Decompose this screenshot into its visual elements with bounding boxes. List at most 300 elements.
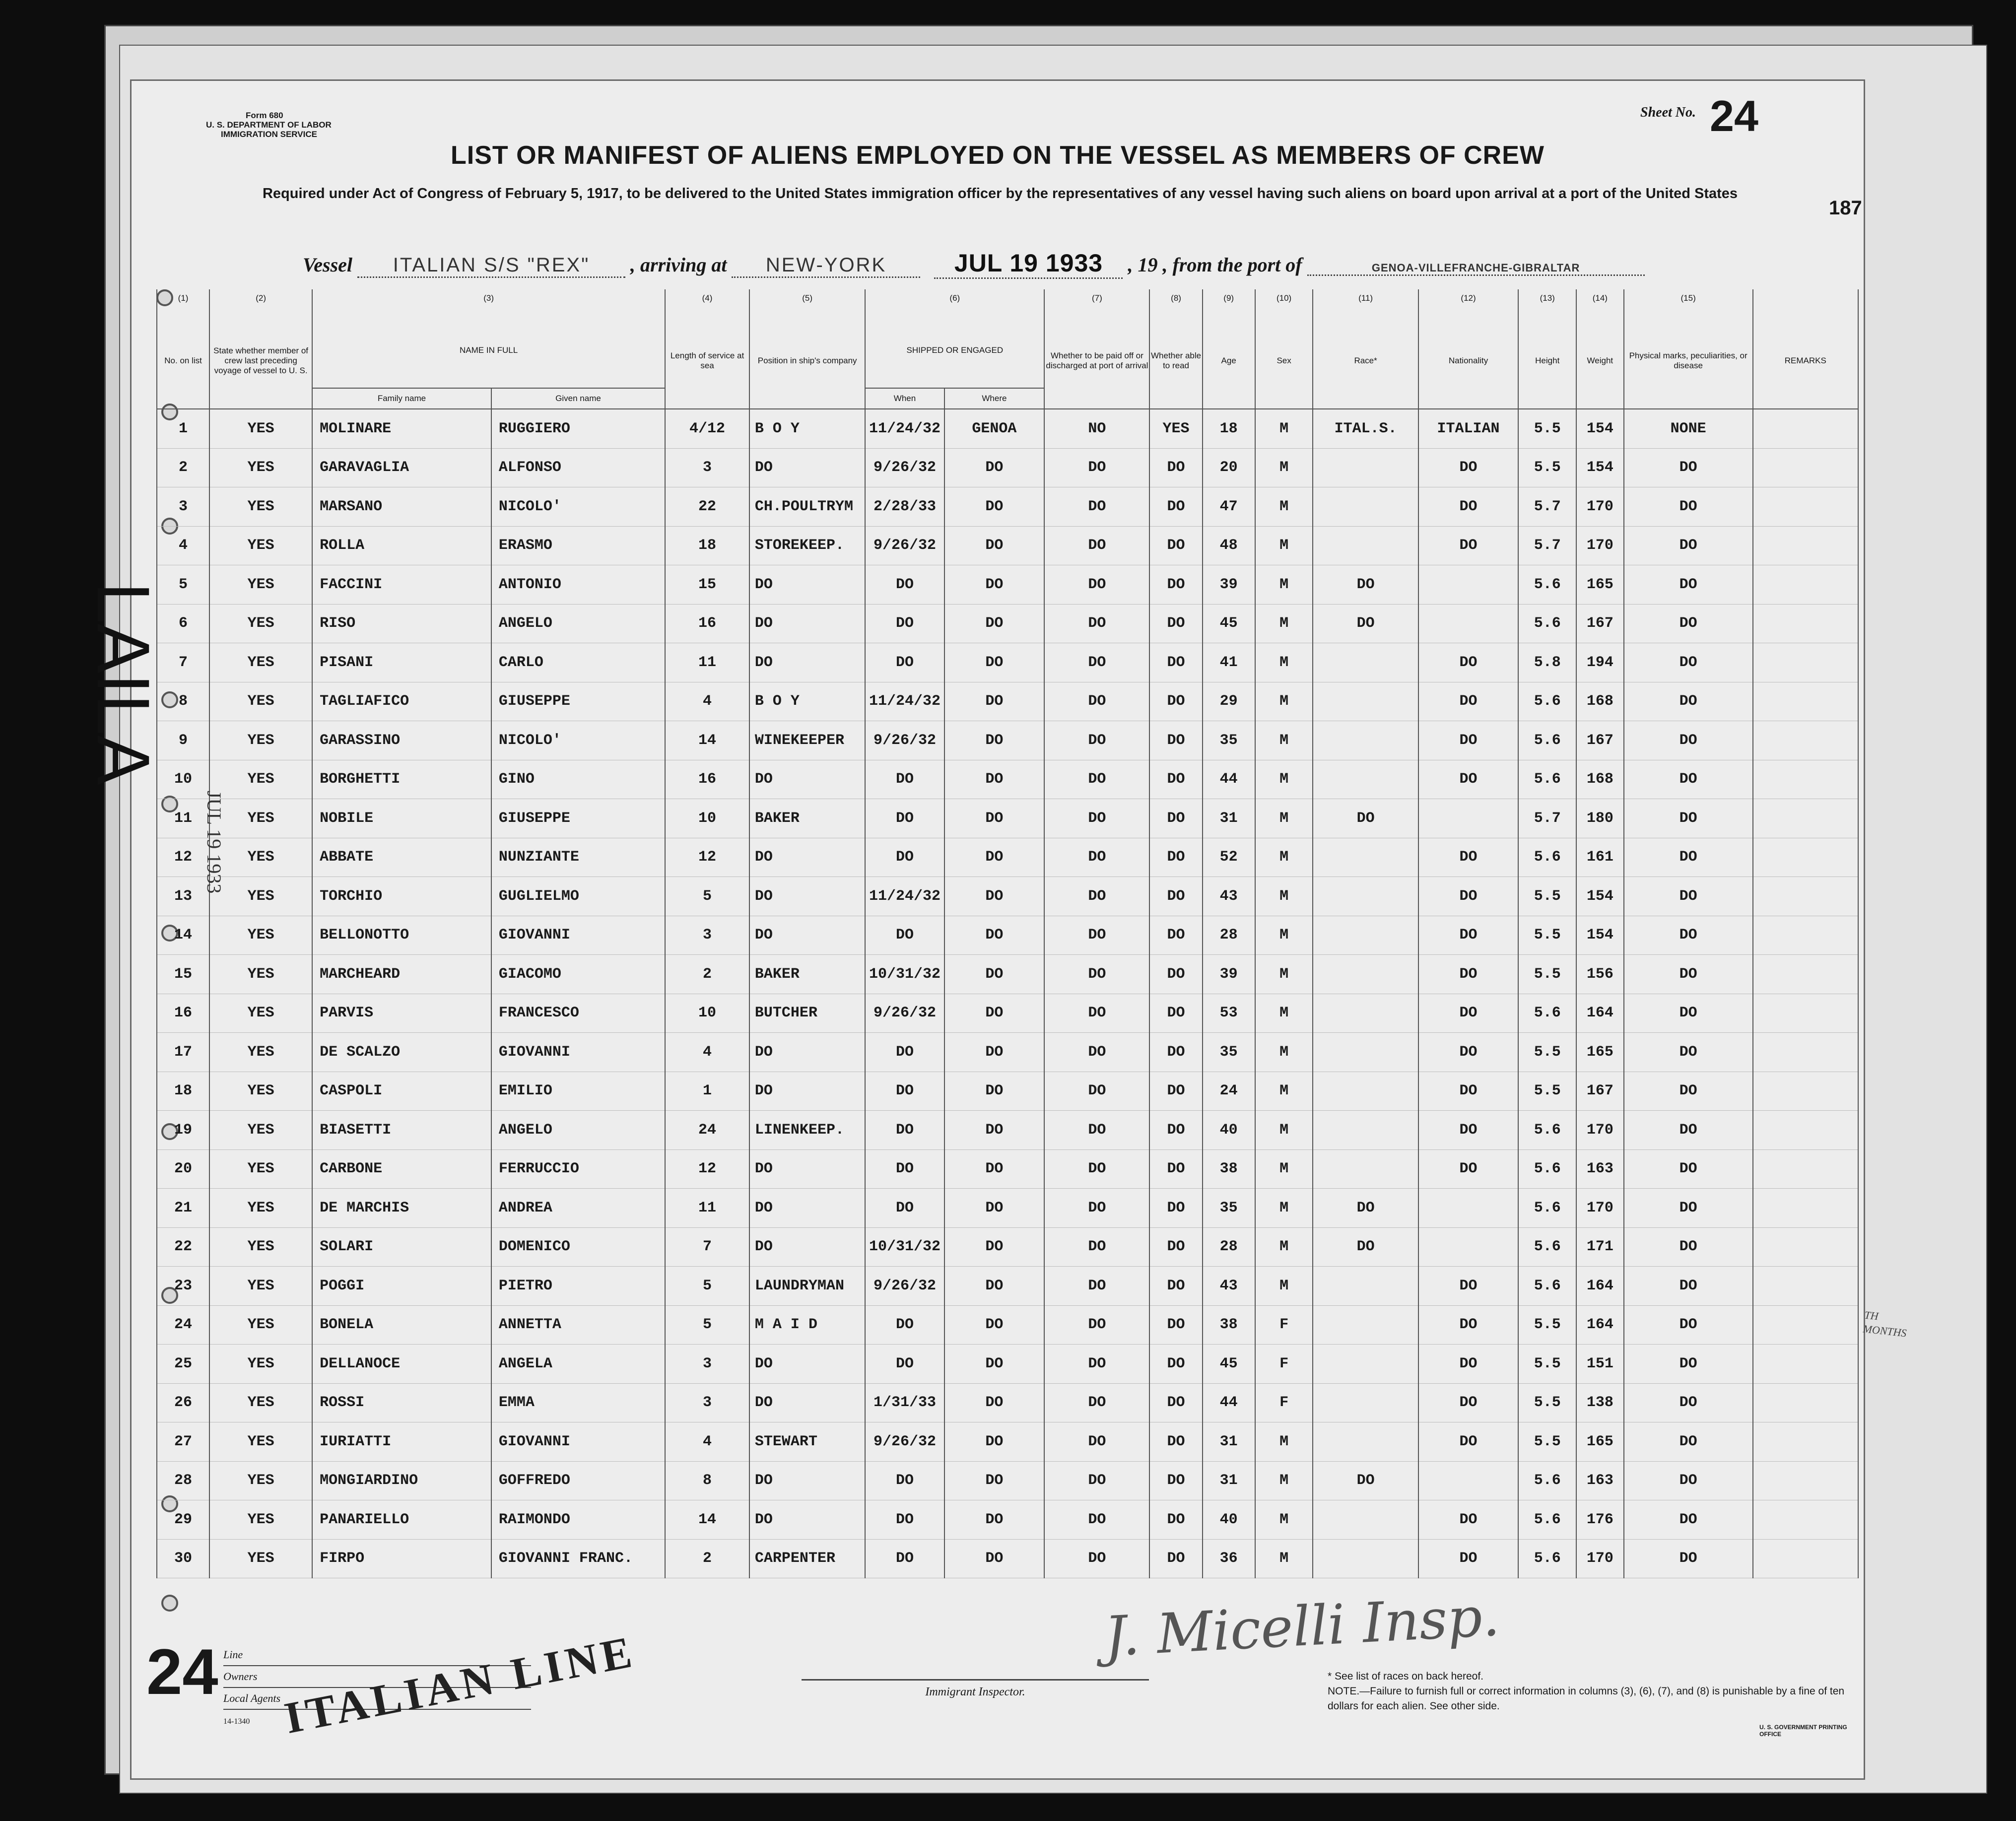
nationality-cell <box>1418 1227 1519 1267</box>
sex-cell: M <box>1255 604 1313 643</box>
shipped-where-cell: DO <box>944 1539 1045 1578</box>
state-whether-cell: YES <box>209 409 312 448</box>
paid-off-cell: DO <box>1044 604 1149 643</box>
shipped-where-cell: DO <box>944 1305 1045 1345</box>
race-cell <box>1313 1033 1418 1072</box>
col-num-12: (12) <box>1418 289 1519 313</box>
header-shipped-or-engaged: SHIPPED OR ENGAGED <box>865 313 1044 388</box>
physical-marks-cell: DO <box>1624 838 1753 877</box>
able-to-read-cell: DO <box>1149 1539 1202 1578</box>
race-cell <box>1313 721 1418 760</box>
sex-cell: M <box>1255 1149 1313 1189</box>
remarks-cell <box>1753 799 1858 838</box>
able-to-read-cell: DO <box>1149 1461 1202 1500</box>
nationality-cell: DO <box>1418 760 1519 799</box>
weight-cell: 168 <box>1576 760 1624 799</box>
able-to-read-cell: DO <box>1149 1033 1202 1072</box>
remarks-cell <box>1753 1227 1858 1267</box>
state-whether-cell: YES <box>209 1267 312 1306</box>
nationality-cell: DO <box>1418 526 1519 565</box>
position-cell: DO <box>749 565 865 605</box>
remarks-cell <box>1753 487 1858 527</box>
physical-marks-cell: DO <box>1624 1383 1753 1422</box>
race-cell <box>1313 1539 1418 1578</box>
state-whether-cell: YES <box>209 721 312 760</box>
age-cell: 41 <box>1203 643 1255 682</box>
nationality-cell: DO <box>1418 448 1519 487</box>
height-cell: 5.6 <box>1518 1227 1576 1267</box>
shipped-when-cell: DO <box>865 916 944 955</box>
position-cell: DO <box>749 1189 865 1228</box>
position-cell: BAKER <box>749 799 865 838</box>
paid-off-cell: DO <box>1044 994 1149 1033</box>
row-number-cell: 22 <box>157 1227 209 1267</box>
table-row <box>157 682 1858 721</box>
age-cell: 39 <box>1203 565 1255 605</box>
col-num-11: (11) <box>1313 289 1418 313</box>
race-cell <box>1313 1267 1418 1306</box>
form-service: IMMIGRATION SERVICE <box>221 130 317 139</box>
paid-off-cell: DO <box>1044 1267 1149 1306</box>
physical-marks-cell: DO <box>1624 643 1753 682</box>
shipped-where-cell: DO <box>944 1267 1045 1306</box>
sex-cell: M <box>1255 1422 1313 1462</box>
family-name-cell: BONELA <box>312 1305 491 1345</box>
sex-cell: F <box>1255 1383 1313 1422</box>
weight-cell: 154 <box>1576 409 1624 448</box>
paid-off-cell: DO <box>1044 1189 1149 1228</box>
weight-cell: 170 <box>1576 1189 1624 1228</box>
remarks-cell <box>1753 1422 1858 1462</box>
row-number-cell: 26 <box>157 1383 209 1422</box>
state-whether-cell: YES <box>209 916 312 955</box>
age-cell: 38 <box>1203 1149 1255 1189</box>
physical-marks-cell: DO <box>1624 760 1753 799</box>
row-number-cell: 25 <box>157 1345 209 1384</box>
physical-marks-cell: DO <box>1624 1422 1753 1462</box>
age-cell: 52 <box>1203 838 1255 877</box>
position-cell: DO <box>749 448 865 487</box>
able-to-read-cell: DO <box>1149 1422 1202 1462</box>
table-row <box>157 1500 1858 1540</box>
age-cell: 45 <box>1203 1345 1255 1384</box>
race-cell: DO <box>1313 565 1418 605</box>
shipped-when-cell: 9/26/32 <box>865 994 944 1033</box>
row-number-cell: 5 <box>157 565 209 605</box>
state-whether-cell: YES <box>209 1149 312 1189</box>
remarks-cell <box>1753 1267 1858 1306</box>
sex-cell: M <box>1255 1267 1313 1306</box>
shipped-where-cell: DO <box>944 565 1045 605</box>
race-cell <box>1313 643 1418 682</box>
height-cell: 5.7 <box>1518 487 1576 527</box>
length-of-service-cell: 5 <box>665 1305 749 1345</box>
nationality-cell: DO <box>1418 1111 1519 1150</box>
length-of-service-cell: 5 <box>665 877 749 916</box>
nationality-cell <box>1418 565 1519 605</box>
shipped-where-cell: DO <box>944 682 1045 721</box>
state-whether-cell: YES <box>209 799 312 838</box>
state-whether-cell: YES <box>209 1500 312 1540</box>
given-name-cell: ANGELA <box>491 1345 665 1384</box>
shipped-where-cell: DO <box>944 1033 1045 1072</box>
table-row <box>157 955 1858 994</box>
given-name-cell: FERRUCCIO <box>491 1149 665 1189</box>
age-cell: 38 <box>1203 1305 1255 1345</box>
shipped-when-cell: DO <box>865 1033 944 1072</box>
header-where: Where <box>944 388 1045 409</box>
age-cell: 40 <box>1203 1111 1255 1150</box>
table-row <box>157 526 1858 565</box>
shipped-where-cell: DO <box>944 1189 1045 1228</box>
sex-cell: M <box>1255 1072 1313 1111</box>
weight-cell: 164 <box>1576 994 1624 1033</box>
table-row <box>157 838 1858 877</box>
stamp-number: 187 <box>1829 197 1862 219</box>
column-header-row <box>157 313 1858 388</box>
sheet-number-label: Sheet No. <box>1640 105 1696 120</box>
shipped-where-cell: DO <box>944 526 1045 565</box>
race-cell: DO <box>1313 604 1418 643</box>
shipped-where-cell: DO <box>944 448 1045 487</box>
row-number-cell: 7 <box>157 643 209 682</box>
shipped-when-cell: DO <box>865 1345 944 1384</box>
height-cell: 5.5 <box>1518 1422 1576 1462</box>
nationality-cell <box>1418 1461 1519 1500</box>
shipped-when-cell: DO <box>865 838 944 877</box>
margin-date-stamp: JUL 19 1933 <box>203 791 225 894</box>
table-row <box>157 409 1858 448</box>
sex-cell: F <box>1255 1345 1313 1384</box>
family-name-cell: TORCHIO <box>312 877 491 916</box>
physical-marks-cell: DO <box>1624 487 1753 527</box>
height-cell: 5.6 <box>1518 1500 1576 1540</box>
shipped-when-cell: 9/26/32 <box>865 1267 944 1306</box>
row-number-cell: 9 <box>157 721 209 760</box>
length-of-service-cell: 3 <box>665 1345 749 1384</box>
family-name-cell: NOBILE <box>312 799 491 838</box>
height-cell: 5.6 <box>1518 1111 1576 1150</box>
age-cell: 28 <box>1203 1227 1255 1267</box>
family-name-cell: FIRPO <box>312 1539 491 1578</box>
immigrant-inspector-label: Immigrant Inspector. <box>802 1679 1149 1699</box>
paid-off-cell: DO <box>1044 1539 1149 1578</box>
position-cell: DO <box>749 1033 865 1072</box>
header-race: Race* <box>1313 313 1418 409</box>
sex-cell: M <box>1255 448 1313 487</box>
shipped-where-cell: DO <box>944 1500 1045 1540</box>
header-name-in-full: NAME IN FULL <box>312 313 665 388</box>
given-name-cell: GIOVANNI <box>491 916 665 955</box>
physical-marks-cell: DO <box>1624 682 1753 721</box>
nationality-cell: DO <box>1418 1383 1519 1422</box>
height-cell: 5.6 <box>1518 1461 1576 1500</box>
height-cell: 5.8 <box>1518 643 1576 682</box>
able-to-read-cell: DO <box>1149 721 1202 760</box>
footer-agents-label: Local Agents <box>223 1688 531 1710</box>
weight-cell: 161 <box>1576 838 1624 877</box>
form-identifier <box>206 111 332 139</box>
header-position: Position in ship's company <box>749 313 865 409</box>
family-name-cell: PARVIS <box>312 994 491 1033</box>
shipped-where-cell: DO <box>944 994 1045 1033</box>
family-name-cell: GARAVAGLIA <box>312 448 491 487</box>
weight-cell: 164 <box>1576 1305 1624 1345</box>
shipped-where-cell: GENOA <box>944 409 1045 448</box>
nationality-cell: DO <box>1418 1267 1519 1306</box>
nationality-cell: DO <box>1418 721 1519 760</box>
position-cell: LAUNDRYMAN <box>749 1267 865 1306</box>
weight-cell: 154 <box>1576 448 1624 487</box>
paid-off-cell: DO <box>1044 1422 1149 1462</box>
row-number-cell: 21 <box>157 1189 209 1228</box>
state-whether-cell: YES <box>209 1189 312 1228</box>
given-name-cell: GOFFREDO <box>491 1461 665 1500</box>
able-to-read-cell: DO <box>1149 838 1202 877</box>
state-whether-cell: YES <box>209 448 312 487</box>
row-number-cell: 15 <box>157 955 209 994</box>
weight-cell: 170 <box>1576 1539 1624 1578</box>
remarks-cell <box>1753 565 1858 605</box>
physical-marks-cell: DO <box>1624 1267 1753 1306</box>
paid-off-cell: DO <box>1044 1227 1149 1267</box>
footer-notes <box>1328 1669 1849 1714</box>
family-name-cell: MOLINARE <box>312 409 491 448</box>
remarks-cell <box>1753 1539 1858 1578</box>
height-cell: 5.6 <box>1518 682 1576 721</box>
remarks-cell <box>1753 1149 1858 1189</box>
paid-off-cell: DO <box>1044 955 1149 994</box>
race-cell <box>1313 1149 1418 1189</box>
shipped-where-cell: DO <box>944 721 1045 760</box>
able-to-read-cell: DO <box>1149 487 1202 527</box>
state-whether-cell: YES <box>209 760 312 799</box>
race-cell <box>1313 955 1418 994</box>
physical-marks-cell: DO <box>1624 1500 1753 1540</box>
table-row <box>157 1383 1858 1422</box>
physical-marks-cell: DO <box>1624 799 1753 838</box>
col-num-3: (3) <box>312 289 665 313</box>
given-name-cell: DOMENICO <box>491 1227 665 1267</box>
row-number-cell: 6 <box>157 604 209 643</box>
weight-cell: 170 <box>1576 1111 1624 1150</box>
sex-cell: M <box>1255 487 1313 527</box>
header-family-name: Family name <box>312 388 491 409</box>
remarks-cell <box>1753 955 1858 994</box>
age-cell: 18 <box>1203 409 1255 448</box>
nationality-cell <box>1418 604 1519 643</box>
shipped-when-cell: DO <box>865 1072 944 1111</box>
weight-cell: 167 <box>1576 721 1624 760</box>
sex-cell: M <box>1255 682 1313 721</box>
col-num-2: (2) <box>209 289 312 313</box>
form-number: Form 680 <box>246 111 283 120</box>
nationality-cell: DO <box>1418 1500 1519 1540</box>
sex-cell: M <box>1255 955 1313 994</box>
footer-line-label: Line <box>223 1644 531 1666</box>
header-age: Age <box>1203 313 1255 409</box>
physical-marks-cell: DO <box>1624 1227 1753 1267</box>
remarks-cell <box>1753 604 1858 643</box>
row-number-cell: 11 <box>157 799 209 838</box>
height-cell: 5.6 <box>1518 994 1576 1033</box>
shipped-when-cell: DO <box>865 565 944 605</box>
manifest-sheet <box>82 79 1865 1780</box>
header-length-of-service: Length of service at sea <box>665 313 749 409</box>
race-cell <box>1313 1500 1418 1540</box>
height-cell: 5.6 <box>1518 604 1576 643</box>
paid-off-cell: DO <box>1044 526 1149 565</box>
given-name-cell: ANTONIO <box>491 565 665 605</box>
height-cell: 5.6 <box>1518 838 1576 877</box>
shipped-when-cell: 9/26/32 <box>865 526 944 565</box>
height-cell: 5.5 <box>1518 409 1576 448</box>
physical-marks-cell: DO <box>1624 1111 1753 1150</box>
underlying-sheet-note: TH MONTHS <box>1862 1308 1907 1340</box>
nationality-cell: DO <box>1418 682 1519 721</box>
table-row <box>157 1267 1858 1306</box>
age-cell: 31 <box>1203 1461 1255 1500</box>
position-cell: DO <box>749 1461 865 1500</box>
row-number-cell: 1 <box>157 409 209 448</box>
arriving-port: NEW-YORK <box>732 254 920 278</box>
col-num-7: (7) <box>1044 289 1149 313</box>
row-number-cell: 10 <box>157 760 209 799</box>
header-remarks: REMARKS <box>1753 313 1858 409</box>
italian-line-stamp: ITALIAN LINE <box>280 1627 640 1744</box>
header-height: Height <box>1518 313 1576 409</box>
age-cell: 28 <box>1203 916 1255 955</box>
binder-hole-icon <box>161 1595 178 1612</box>
state-whether-cell: YES <box>209 1422 312 1462</box>
remarks-cell <box>1753 1345 1858 1384</box>
sex-cell: M <box>1255 916 1313 955</box>
length-of-service-cell: 2 <box>665 955 749 994</box>
shipped-when-cell: DO <box>865 643 944 682</box>
header-sex: Sex <box>1255 313 1313 409</box>
age-cell: 35 <box>1203 1033 1255 1072</box>
able-to-read-cell: DO <box>1149 1189 1202 1228</box>
state-whether-cell: YES <box>209 565 312 605</box>
family-name-cell: CASPOLI <box>312 1072 491 1111</box>
family-name-cell: MARCHEARD <box>312 955 491 994</box>
weight-cell: 156 <box>1576 955 1624 994</box>
sex-cell: M <box>1255 565 1313 605</box>
family-name-cell: RISO <box>312 604 491 643</box>
table-row <box>157 643 1858 682</box>
physical-marks-cell: DO <box>1624 916 1753 955</box>
able-to-read-cell: DO <box>1149 1267 1202 1306</box>
weight-cell: 167 <box>1576 604 1624 643</box>
row-number-cell: 2 <box>157 448 209 487</box>
length-of-service-cell: 8 <box>665 1461 749 1500</box>
given-name-cell: CARLO <box>491 643 665 682</box>
weight-cell: 165 <box>1576 1033 1624 1072</box>
weight-cell: 154 <box>1576 916 1624 955</box>
header-physical-marks: Physical marks, peculiarities, or disease <box>1624 313 1753 409</box>
vessel-info-line <box>303 249 1645 279</box>
header-when: When <box>865 388 944 409</box>
race-cell <box>1313 1383 1418 1422</box>
position-cell: DO <box>749 838 865 877</box>
length-of-service-cell: 16 <box>665 760 749 799</box>
table-row <box>157 565 1858 605</box>
race-cell <box>1313 838 1418 877</box>
height-cell: 5.6 <box>1518 721 1576 760</box>
shipped-when-cell: 9/26/32 <box>865 1422 944 1462</box>
col-num-6: (6) <box>865 289 1044 313</box>
table-row <box>157 487 1858 527</box>
sex-cell: M <box>1255 838 1313 877</box>
age-cell: 35 <box>1203 1189 1255 1228</box>
table-row <box>157 1189 1858 1228</box>
remarks-cell <box>1753 1500 1858 1540</box>
height-cell: 5.7 <box>1518 799 1576 838</box>
shipped-where-cell: DO <box>944 1383 1045 1422</box>
shipped-when-cell: DO <box>865 1189 944 1228</box>
age-cell: 47 <box>1203 487 1255 527</box>
nationality-cell: DO <box>1418 994 1519 1033</box>
weight-cell: 168 <box>1576 682 1624 721</box>
shipped-when-cell: 11/24/32 <box>865 877 944 916</box>
shipped-when-cell: DO <box>865 1539 944 1578</box>
height-cell: 5.5 <box>1518 955 1576 994</box>
age-cell: 43 <box>1203 1267 1255 1306</box>
age-cell: 20 <box>1203 448 1255 487</box>
physical-marks-cell: DO <box>1624 1189 1753 1228</box>
physical-marks-cell: DO <box>1624 1461 1753 1500</box>
able-to-read-cell: DO <box>1149 643 1202 682</box>
position-cell: DO <box>749 1227 865 1267</box>
position-cell: STOREKEEP. <box>749 526 865 565</box>
position-cell: BUTCHER <box>749 994 865 1033</box>
paid-off-cell: DO <box>1044 682 1149 721</box>
position-cell: DO <box>749 1149 865 1189</box>
sex-cell: M <box>1255 1189 1313 1228</box>
sheet-number: 24 <box>1710 91 1758 140</box>
paid-off-cell: DO <box>1044 1111 1149 1150</box>
length-of-service-cell: 3 <box>665 1383 749 1422</box>
position-cell: DO <box>749 877 865 916</box>
vessel-name: ITALIAN S/S "REX" <box>357 254 625 278</box>
shipped-where-cell: DO <box>944 487 1045 527</box>
given-name-cell: ERASMO <box>491 526 665 565</box>
sex-cell: M <box>1255 1111 1313 1150</box>
sex-cell: M <box>1255 409 1313 448</box>
able-to-read-cell: DO <box>1149 526 1202 565</box>
paid-off-cell: DO <box>1044 1149 1149 1189</box>
family-name-cell: PISANI <box>312 643 491 682</box>
height-cell: 5.7 <box>1518 526 1576 565</box>
row-number-cell: 23 <box>157 1267 209 1306</box>
row-number-cell: 12 <box>157 838 209 877</box>
remarks-cell <box>1753 1072 1858 1111</box>
shipped-where-cell: DO <box>944 1422 1045 1462</box>
physical-marks-cell: DO <box>1624 1539 1753 1578</box>
arrival-date: JUL 19 1933 <box>934 249 1123 279</box>
age-cell: 44 <box>1203 760 1255 799</box>
header-able-to-read: Whether able to read <box>1149 313 1202 409</box>
length-of-service-cell: 22 <box>665 487 749 527</box>
shipped-where-cell: DO <box>944 916 1045 955</box>
position-cell: DO <box>749 1345 865 1384</box>
race-cell: ITAL.S. <box>1313 409 1418 448</box>
length-of-service-cell: 4 <box>665 682 749 721</box>
length-of-service-cell: 4 <box>665 1422 749 1462</box>
nationality-cell: DO <box>1418 1305 1519 1345</box>
weight-cell: 151 <box>1576 1345 1624 1384</box>
table-row <box>157 1345 1858 1384</box>
